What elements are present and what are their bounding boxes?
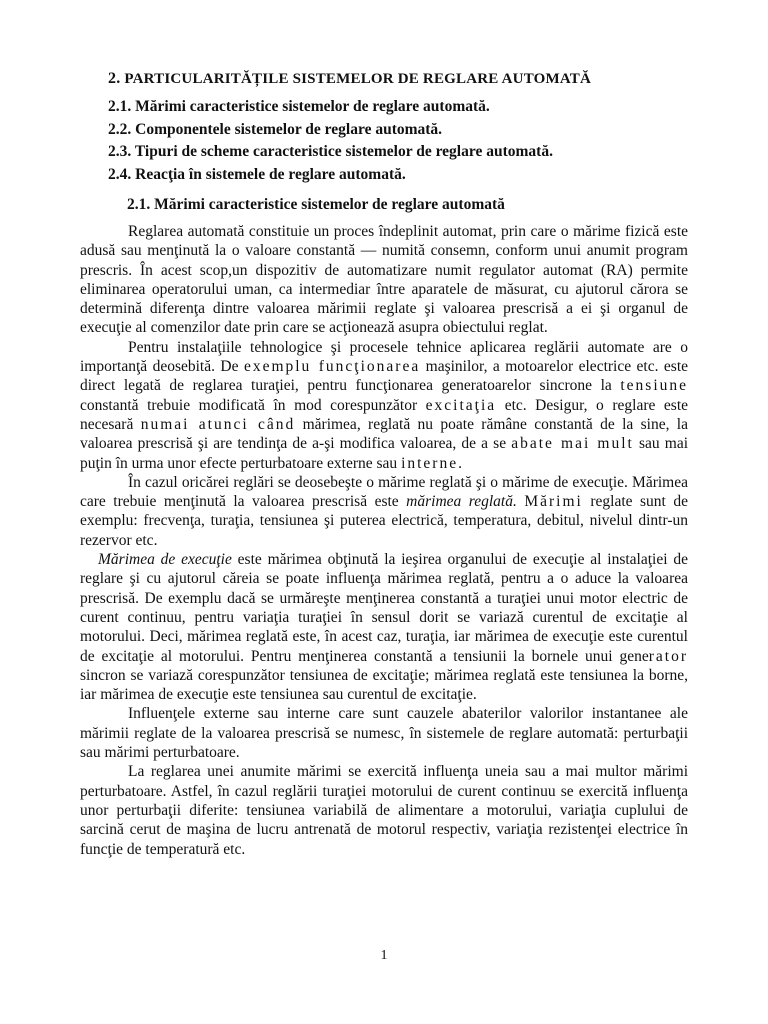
paragraph-3-part-a: În cazul oricărei reglări se deosebeşte o mărime reglată şi o mărime de execuţie. Mărimea care trebuie menţinută la valoarea prescrisă este	[80, 473, 688, 511]
page-number: 1	[380, 948, 388, 963]
paragraph-2	[80, 338, 688, 473]
toc-item-2-4: 2.4. Reacţia în sistemele de reglare automată.	[108, 165, 406, 183]
body-text	[80, 222, 688, 859]
paragraph-3-part-c: Mărimi	[524, 493, 583, 511]
paragraph-2-part-f: excitaţia	[425, 396, 497, 414]
paragraph-1: Reglarea automată constituie un proces îndeplinit automat, prin care o mărime fizică este adusă sau menţinută la o valoare constantă — numită consemn, conform unui anumit program prescris. În acest scop,un dispozitiv de automatizare numit regulator automat (RA) permite eliminarea operatorului uman, ca intermediar între aparatele de măsurat, cu ajutorul cărora se determină diferenţa dintre valoarea mărimii reglate şi valoarea prescrisă a ei şi organul de execuţie al comenzilor date prin care se acţionează asupra obiectului reglat.	[80, 223, 688, 337]
chapter-title-text: PARTICULARITĂȚILE SISTEMELOR DE REGLARE AUTOMATĂ	[124, 71, 592, 87]
paragraph-4	[80, 550, 688, 704]
toc-item-2-3: 2.3. Tipuri de scheme caracteristice sistemelor de reglare automată.	[108, 143, 553, 160]
paragraph-2-part-i: mărimea, reglată nu poate rămâne constantă de la sine, la valoarea prescrisă şi are tendinţa de a-şi modifica valoarea, de a se	[80, 415, 688, 453]
chapter-number: 2.	[108, 70, 121, 87]
toc-item-2-1: 2.1. Mărimi caracteristice sistemelor de reglare automată.	[108, 98, 490, 115]
paragraph-2-part-b: exemplu funcţionarea	[243, 358, 421, 376]
paragraph-2-part-g: etc. Desigur, o reglare este necesară	[80, 396, 689, 433]
section-heading: 2.1. Mărimi caracteristice sistemelor de reglare automată	[127, 196, 505, 213]
paragraph-2-part-d: tensiune	[620, 377, 689, 395]
paragraph-2-part-c: maşinilor, a motoarelor electrice etc. este direct legată de reglarea turaţiei, pentru funcţionarea generatoarelor sincrone la	[80, 358, 689, 395]
paragraph-4-part-d: sincron se variază corespunzător tensiunea de excitaţie; mărimea reglată este tensiunea la borne, iar mărimea de execuţie este tensiunea sau curentul de excitaţie.	[80, 666, 688, 704]
paragraph-3	[80, 473, 688, 550]
paragraph-2-part-a: Pentru instalaţiile tehnologice şi procesele tehnice aplicarea reglării automate are o importanţă deosebită. De	[80, 338, 688, 376]
paragraph-3-part-b: mărimea reglată.	[406, 493, 517, 511]
section-list	[108, 96, 553, 186]
paragraph-2-part-l: interne.	[401, 454, 464, 472]
paragraph-3-part-d: reglate sunt de exemplu: frecvenţa, turaţia, tensiunea şi puterea electrică, temperatura, debitul, nivelul dintr-un rezervor etc.	[80, 493, 688, 549]
toc-item-2-2: 2.2. Componentele sistemelor de reglare automată.	[108, 120, 443, 138]
paragraph-5: Influenţele externe sau interne care sunt cauzele abaterilor valorilor instantanee ale mărimii reglate de la valoarea prescrisă se numesc, în sistemele de reglare automată: perturbaţii sau mărimi perturbatoare.	[80, 705, 688, 762]
paragraph-6: La reglarea unei anumite mărimi se exercită influenţa uneia sau a mai multor mărimi perturbatoare. Astfel, în cazul reglării turaţiei motorului de curent continuu se exercită influenţa unor perturbaţii diferite: tensiunea variabilă de alimentare a motorului, variaţia cuplului de sarcină cerut de maşina de lucru antrenată de motorul respectiv, variaţia rezistenţei electrice în funcţie de temperatură etc.	[80, 763, 688, 858]
paragraph-4-part-a: Mărimea de execuţie	[98, 551, 232, 569]
paragraph-2-part-j: abate mai mult	[511, 435, 634, 453]
paragraph-4-part-b: este mărimea obţinută la ieşirea organului de execuţie al instalaţiei de reglare şi cu ajutorul căreia se poate influenţa mărimea reglată, pentru a o aduce la valoarea prescrisă. De exemplu dacă se urmăreşte menţinerea constantă a turaţiei unui motor electric de curent continuu, pentru variaţia turaţiei în sensul dorit se variază curentul de excitaţie al motorului. Deci, mărimea reglată este, în acest caz, turaţia, iar mărimea de execuţie este curentul de excitaţie al motorului. Pentru menţinerea constantă a tensiunii la bornele unui gene	[80, 551, 688, 665]
chapter-title	[108, 70, 591, 88]
paragraph-2-part-e: constantă trebuie modificată în mod corespunzător	[80, 396, 418, 414]
paragraph-4-part-c: rator	[648, 647, 688, 665]
paragraph-2-part-k: sau mai puţin în urma unor efecte perturbatoare externe sau	[80, 435, 689, 472]
paragraph-2-part-h: numai atunci când	[140, 415, 296, 433]
